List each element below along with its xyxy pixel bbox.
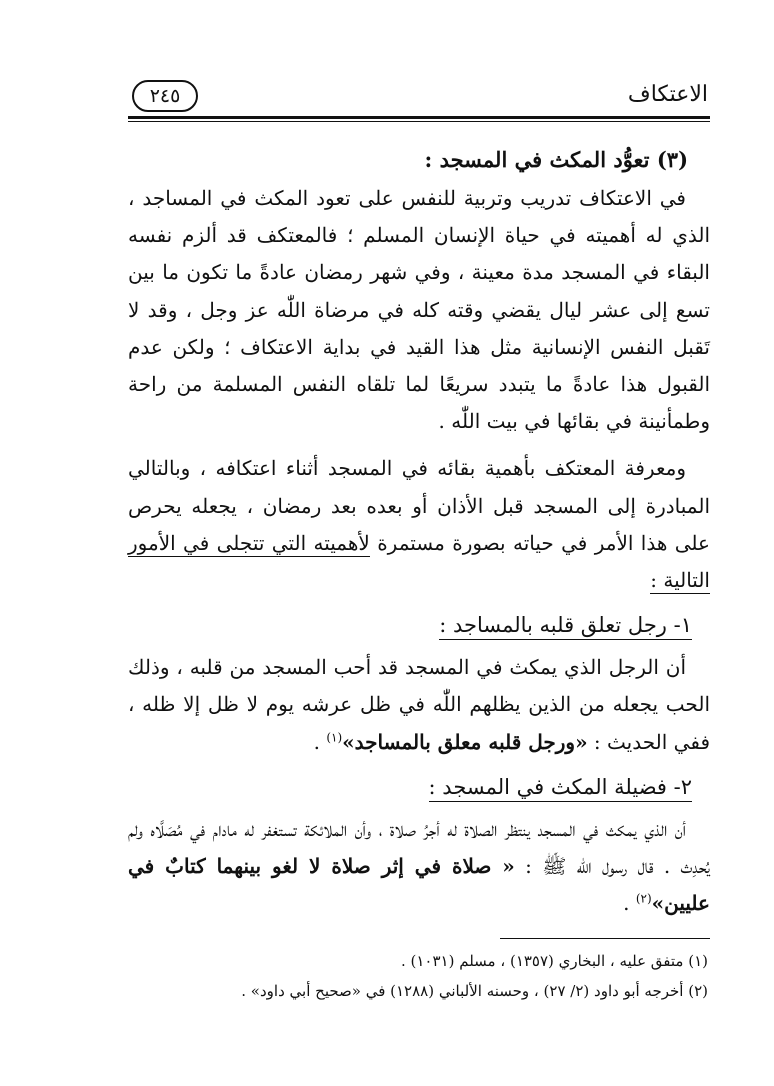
- main-text: [128, 140, 710, 922]
- item-1-paragraph: [128, 649, 710, 761]
- item-2-hadith: « صلاة في إثر صلاة لا لغو بينهما كتابٌ في عليين»: [128, 854, 710, 916]
- item-1-hadith: «ورجل قلبه معلق بالمساجد»: [342, 729, 588, 754]
- running-title: الاعتكاف: [627, 82, 708, 107]
- item-2-text: أن الذي يمكث في المسجد ينتظر الصلاة له أجرُ صلاة ، وأن الملائكة تستغفر له مادام في مُصَلَّاه ولم يُحدِث . قال رسول اللّٰه ﷺ :: [128, 816, 711, 879]
- paragraph-2-underlined: لأهميته التي تتجلى في الأمور التالية :: [128, 530, 710, 593]
- footnote-separator: [500, 938, 710, 939]
- item-2-heading: [128, 767, 692, 807]
- item-1-heading: [128, 605, 692, 645]
- header-rule-thick: [128, 116, 710, 119]
- paragraph-2: [128, 450, 710, 599]
- footnote-ref-2: (٢): [635, 891, 652, 906]
- header-rule-thin: [128, 121, 710, 122]
- page-header: [128, 78, 708, 114]
- item-2-paragraph: [128, 811, 710, 923]
- item-1-heading-text: ١- رجل تعلق قلبه بالمساجد :: [439, 613, 692, 640]
- paragraph-2-text: ومعرفة المعتكف بأهمية بقائه في المسجد أثناء اعتكافه ، وبالتالي المبادرة إلى المسجد قبل الأذان أو بعده بعد رمضان ، يجعله يحرص على هذا الأمر في حياته بصورة مستمرة: [128, 456, 710, 555]
- footnote-ref-1: (١): [326, 729, 343, 744]
- page-number-badge: ٢٤٥: [132, 80, 198, 112]
- section-heading: (٣) تعوُّد المكث في المسجد :: [424, 147, 688, 172]
- footnote-2: (٢) أخرجه أبو داود (٢/ ٢٧) ، وحسنه الألباني (١٢٨٨) في «صحيح أبي داود» .: [241, 982, 708, 1000]
- footnotes: [128, 946, 708, 1006]
- item-2-heading-text: ٢- فضيلة المكث في المسجد :: [429, 775, 692, 802]
- paragraph-1: في الاعتكاف تدريب وتربية للنفس على تعود المكث في المساجد ، الذي له أهميته في حياة الإنسان المسلم ؛ فالمعتكف قد ألزم نفسه البقاء في المسجد مدة معينة ، وفي شهر رمضان عادةً ما تكون ما بين تسع إلى عشر ليال يقضي وقته كله في مرضاة اللّٰه عز وجل ، وقد لا تَقبل النفس الإنسانية مثل هذا القيد في بداية الاعتكاف ؛ ولكن عدم القبول هذا عادةً ما يتبدد سريعًا لما تلقاه النفس المسلمة من راحة وطمأنينة في بقائها في بيت اللّٰه .: [128, 186, 710, 434]
- item-2-end: .: [623, 891, 636, 916]
- footnote-1: (١) متفق عليه ، البخاري (١٣٥٧) ، مسلم (١٠٣١) .: [400, 952, 708, 970]
- item-1-text: أن الرجل الذي يمكث في المسجد قد أحب المسجد من قلبه ، وذلك الحب يجعله من الذين يظلهم اللّٰه في ظل عرشه يوم لا ظل إلا ظله ، ففي الحديث :: [128, 655, 710, 754]
- item-1-end: .: [313, 729, 327, 754]
